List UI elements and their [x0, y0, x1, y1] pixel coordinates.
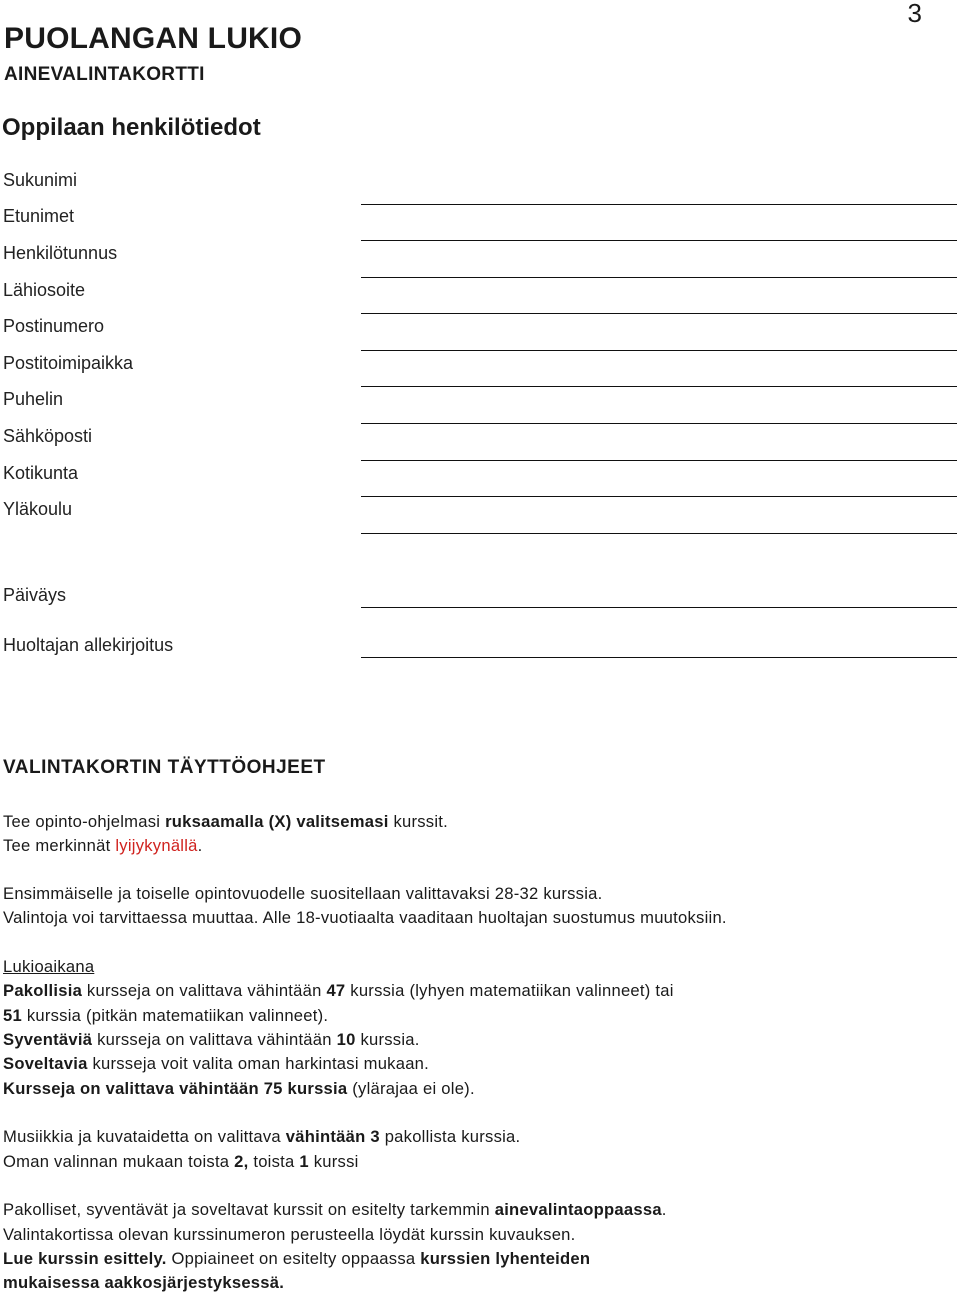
- instruction-line-12: Oman valinnan mukaan toista 2, toista 1 kurssi: [3, 1152, 359, 1171]
- fill-line-sahkoposti[interactable]: [361, 460, 957, 461]
- instruction-line-2: Tee merkinnät lyijykynällä.: [3, 836, 203, 855]
- field-label-postitoimipaikka: Postitoimipaikka: [3, 353, 134, 373]
- pencil-emphasis: lyijykynällä: [115, 836, 198, 855]
- field-label-henkilotunnus: Henkilötunnus: [3, 243, 118, 263]
- instruction-line-10: Kursseja on valittava vähintään 75 kurssia (ylärajaa ei ole).: [3, 1079, 475, 1098]
- field-label-sukunimi: Sukunimi: [3, 170, 78, 190]
- fill-line-puhelin[interactable]: [361, 423, 957, 424]
- instructions-title: VALINTAKORTIN TÄYTTÖOHJEET: [3, 757, 326, 778]
- fill-line-sukunimi[interactable]: [361, 204, 957, 205]
- instruction-line-6: Pakollisia kursseja on valittava vähintään 47 kurssia (lyhyen matematiikan valinneet) tai: [3, 981, 674, 1000]
- instruction-line-7: 51 kurssia (pitkän matematiikan valinneet).: [3, 1006, 329, 1025]
- school-name: PUOLANGAN LUKIO: [4, 22, 302, 55]
- instruction-line-5: Lukioaikana: [3, 957, 95, 976]
- signature-label: Huoltajan allekirjoitus: [3, 635, 174, 655]
- instruction-line-9: Soveltavia kursseja voit valita oman harkintasi mukaan.: [3, 1054, 430, 1073]
- instruction-line-1: Tee opinto-ohjelmasi ruksaamalla (X) valitsemasi kurssit.: [3, 812, 448, 831]
- field-label-ylakoulu: Yläkoulu: [3, 499, 73, 519]
- field-label-sahkoposti: Sähköposti: [3, 426, 93, 446]
- instruction-line-14: Valintakortissa olevan kurssinumeron perusteella löydät kurssin kuvauksen.: [3, 1225, 576, 1244]
- instruction-line-3: Ensimmäiselle ja toiselle opintovuodelle suositellaan valittavaksi 28-32 kurssia.: [3, 884, 603, 903]
- field-label-kotikunta: Kotikunta: [3, 463, 79, 483]
- card-title: AINEVALINTAKORTTI: [4, 64, 205, 85]
- instruction-line-4: Valintoja voi tarvittaessa muuttaa. Alle 18-vuotiaalta vaaditaan huoltajan suostumus muutoksiin.: [3, 908, 727, 927]
- field-label-lahiosoite: Lähiosoite: [3, 280, 86, 300]
- fill-line-etunimet[interactable]: [361, 240, 957, 241]
- instruction-line-15: Lue kurssin esittely. Oppiaineet on esitelty oppaassa kurssien lyhenteiden: [3, 1249, 591, 1268]
- instruction-line-11: Musiikkia ja kuvataidetta on valittava vähintään 3 pakollista kurssia.: [3, 1127, 521, 1146]
- field-label-puhelin: Puhelin: [3, 389, 64, 409]
- instruction-line-13: Pakolliset, syventävät ja soveltavat kurssit on esitelty tarkemmin ainevalintaoppaassa.: [3, 1200, 667, 1219]
- fill-line-ylakoulu[interactable]: [361, 533, 957, 534]
- fill-line-postitoimipaikka[interactable]: [361, 386, 957, 387]
- instruction-line-8: Syventäviä kursseja on valittava vähintään 10 kurssia.: [3, 1030, 420, 1049]
- instruction-line-16: mukaisessa aakkosjärjestyksessä.: [3, 1273, 285, 1292]
- fill-line-date[interactable]: [361, 607, 957, 608]
- date-label: Päiväys: [3, 585, 67, 605]
- field-label-etunimet: Etunimet: [3, 206, 75, 226]
- fill-line-lahiosoite[interactable]: [361, 313, 957, 314]
- field-label-postinumero: Postinumero: [3, 316, 105, 336]
- fill-line-kotikunta[interactable]: [361, 496, 957, 497]
- fill-line-henkilotunnus[interactable]: [361, 277, 957, 278]
- section-title-personal: Oppilaan henkilötiedot: [2, 114, 261, 141]
- fill-line-signature[interactable]: [361, 657, 957, 658]
- fill-line-postinumero[interactable]: [361, 350, 957, 351]
- page-number: 3: [907, 0, 922, 28]
